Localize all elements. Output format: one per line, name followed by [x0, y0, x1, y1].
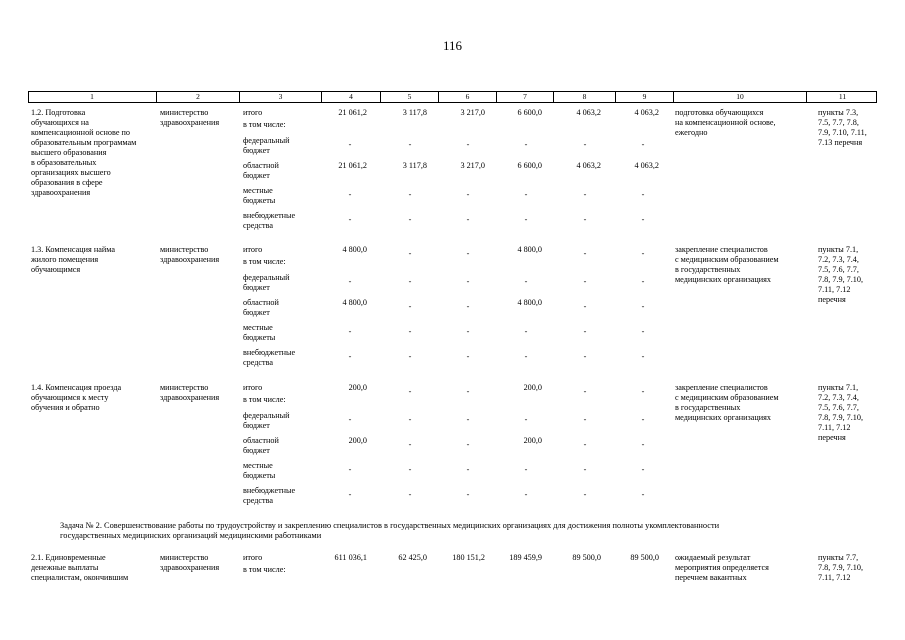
column-header-8: 8	[553, 92, 615, 102]
value-cell: -	[466, 277, 470, 286]
value-cell: 3 217,0	[460, 108, 485, 117]
value-cell: -	[641, 352, 645, 361]
value-cell: -	[524, 327, 528, 336]
value-cell: -	[524, 140, 528, 149]
value-cell: -	[466, 352, 470, 361]
value-cell: -	[466, 387, 470, 396]
value-cell: -	[583, 352, 587, 361]
value-cell: -	[408, 215, 412, 224]
reference-points: пункты 7.7, 7.8, 7.9, 7.10, 7.11, 7.12	[818, 553, 864, 582]
value-cell: 89 500,0	[572, 553, 601, 562]
value-cell: -	[466, 140, 470, 149]
funding-source: внебюджетные средства	[243, 486, 296, 505]
executor: министерство здравоохранения	[160, 553, 220, 572]
value-cell: -	[641, 415, 645, 424]
value-cell: -	[408, 249, 412, 258]
value-cell: -	[641, 387, 645, 396]
value-cell: -	[641, 302, 645, 311]
funding-source: в том числе:	[243, 565, 286, 574]
value-cell: -	[524, 490, 528, 499]
value-cell: -	[348, 327, 352, 336]
funding-source: в том числе:	[243, 257, 286, 266]
value-cell: 4 063,2	[634, 161, 659, 170]
value-cell: -	[466, 190, 470, 199]
value-cell: -	[583, 249, 587, 258]
value-cell: 180 151,2	[452, 553, 485, 562]
value-cell: -	[408, 190, 412, 199]
funding-source: итого	[243, 245, 263, 254]
value-cell: -	[348, 215, 352, 224]
value-cell: -	[408, 387, 412, 396]
value-cell: -	[641, 215, 645, 224]
value-cell: -	[348, 465, 352, 474]
value-cell: -	[348, 277, 352, 286]
column-header-11: 11	[806, 92, 878, 102]
value-cell: -	[408, 302, 412, 311]
value-cell: -	[348, 490, 352, 499]
value-cell: 4 800,0	[342, 245, 367, 254]
column-header-10: 10	[673, 92, 806, 102]
value-cell: -	[641, 249, 645, 258]
table-header-row	[28, 91, 877, 103]
value-cell: -	[408, 352, 412, 361]
funding-source: в том числе:	[243, 395, 286, 404]
value-cell: 200,0	[523, 436, 542, 445]
funding-source: в том числе:	[243, 120, 286, 129]
value-cell: -	[466, 415, 470, 424]
value-cell: -	[348, 190, 352, 199]
page-number: 116	[442, 38, 463, 53]
value-cell: 6 600,0	[517, 108, 542, 117]
value-cell: 200,0	[348, 436, 367, 445]
value-cell: -	[408, 277, 412, 286]
measure-name: 2.1. Единовременные денежные выплаты специалистам, окончившим	[31, 553, 129, 582]
funding-source: итого	[243, 383, 263, 392]
value-cell: -	[466, 440, 470, 449]
value-cell: 4 800,0	[342, 298, 367, 307]
value-cell: -	[466, 215, 470, 224]
value-cell: 21 061,2	[338, 161, 367, 170]
value-cell: 4 063,2	[634, 108, 659, 117]
value-cell: -	[348, 352, 352, 361]
value-cell: -	[408, 415, 412, 424]
column-header-9: 9	[615, 92, 673, 102]
value-cell: 89 500,0	[630, 553, 659, 562]
funding-source: местные бюджеты	[243, 461, 276, 480]
value-cell: -	[641, 327, 645, 336]
measure-name: 1.3. Компенсация найма жилого помещения обучающимся	[31, 245, 115, 274]
funding-source: областной бюджет	[243, 436, 279, 455]
value-cell: -	[583, 215, 587, 224]
task-heading-continued: государственных медицинских организаций медицинскими работниками	[60, 531, 322, 540]
value-cell: -	[524, 352, 528, 361]
funding-source: местные бюджеты	[243, 186, 276, 205]
funding-source: федеральный бюджет	[243, 411, 290, 430]
value-cell: -	[583, 327, 587, 336]
value-cell: -	[524, 465, 528, 474]
funding-source: федеральный бюджет	[243, 136, 290, 155]
value-cell: -	[641, 440, 645, 449]
value-cell: -	[583, 302, 587, 311]
funding-source: внебюджетные средства	[243, 211, 296, 230]
value-cell: -	[583, 387, 587, 396]
column-header-5: 5	[380, 92, 438, 102]
funding-source: внебюджетные средства	[243, 348, 296, 367]
value-cell: -	[583, 465, 587, 474]
column-header-1: 1	[90, 92, 94, 101]
value-cell: 6 600,0	[517, 161, 542, 170]
task-heading: Задача № 2. Совершенствование работы по трудоустройству и закреплению специалистов в государственных медицинских организациях для достижения полноты укомплектованности	[60, 521, 720, 530]
value-cell: -	[524, 415, 528, 424]
value-cell: -	[348, 140, 352, 149]
value-cell: -	[408, 327, 412, 336]
expected-result: ожидаемый результат мероприятия определяется перечнем вакантных	[675, 553, 769, 582]
value-cell: -	[524, 215, 528, 224]
value-cell: -	[641, 277, 645, 286]
reference-points: пункты 7.1, 7.2, 7.3, 7.4, 7.5, 7.6, 7.7, 7.8, 7.9, 7.10, 7.11, 7.12 перечня	[818, 245, 864, 304]
expected-result: закрепление специалистов с медицинским образованием в государственных медицинских организациях	[675, 383, 779, 422]
value-cell: 4 063,2	[576, 161, 601, 170]
value-cell: -	[408, 440, 412, 449]
value-cell: -	[408, 465, 412, 474]
value-cell: 4 063,2	[576, 108, 601, 117]
executor: министерство здравоохранения	[160, 383, 220, 402]
value-cell: -	[408, 140, 412, 149]
value-cell: -	[583, 277, 587, 286]
value-cell: -	[641, 140, 645, 149]
value-cell: -	[408, 490, 412, 499]
reference-points: пункты 7.1, 7.2, 7.3, 7.4, 7.5, 7.6, 7.7, 7.8, 7.9, 7.10, 7.11, 7.12 перечня	[818, 383, 864, 442]
value-cell: -	[524, 277, 528, 286]
value-cell: -	[466, 302, 470, 311]
expected-result: подготовка обучающихся на компенсационной основе, ежегодно	[675, 108, 776, 137]
value-cell: -	[466, 327, 470, 336]
expected-result: закрепление специалистов с медицинским образованием в государственных медицинских организациях	[675, 245, 779, 284]
reference-points: пункты 7.3, 7.5, 7.7, 7.8, 7.9, 7.10, 7.11, 7.13 перечня	[818, 108, 867, 147]
value-cell: 200,0	[523, 383, 542, 392]
value-cell: -	[641, 465, 645, 474]
value-cell: -	[583, 415, 587, 424]
value-cell: -	[348, 415, 352, 424]
value-cell: 3 117,8	[402, 108, 427, 117]
value-cell: -	[583, 490, 587, 499]
measure-name: 1.4. Компенсация проезда обучающимся к месту обучения и обратно	[31, 383, 122, 412]
value-cell: -	[524, 190, 528, 199]
funding-source: местные бюджеты	[243, 323, 276, 342]
column-header-7: 7	[496, 92, 553, 102]
value-cell: -	[583, 140, 587, 149]
executor: министерство здравоохранения	[160, 108, 220, 127]
value-cell: 200,0	[348, 383, 367, 392]
funding-source: итого	[243, 553, 263, 562]
funding-source: областной бюджет	[243, 298, 279, 317]
value-cell: 4 800,0	[517, 245, 542, 254]
value-cell: -	[583, 440, 587, 449]
value-cell: 3 117,8	[402, 161, 427, 170]
value-cell: -	[641, 190, 645, 199]
executor: министерство здравоохранения	[160, 245, 220, 264]
funding-source: федеральный бюджет	[243, 273, 290, 292]
value-cell: 62 425,0	[398, 553, 427, 562]
measure-name: 1.2. Подготовка обучающихся на компенсационной основе по образовательным программам высшего образования в образовательных организациях высшего образования в сфере здравоохранения	[31, 108, 137, 197]
value-cell: -	[583, 190, 587, 199]
value-cell: -	[466, 490, 470, 499]
column-header-2: 2	[156, 92, 239, 102]
funding-source: областной бюджет	[243, 161, 279, 180]
column-header-6: 6	[438, 92, 496, 102]
value-cell: 3 217,0	[460, 161, 485, 170]
value-cell: 21 061,2	[338, 108, 367, 117]
value-cell: 611 036,1	[334, 553, 367, 562]
value-cell: -	[641, 490, 645, 499]
value-cell: -	[466, 249, 470, 258]
funding-source: итого	[243, 108, 263, 117]
column-header-4: 4	[321, 92, 380, 102]
value-cell: -	[466, 465, 470, 474]
value-cell: 4 800,0	[517, 298, 542, 307]
value-cell: 189 459,9	[509, 553, 542, 562]
column-header-3: 3	[239, 92, 321, 102]
